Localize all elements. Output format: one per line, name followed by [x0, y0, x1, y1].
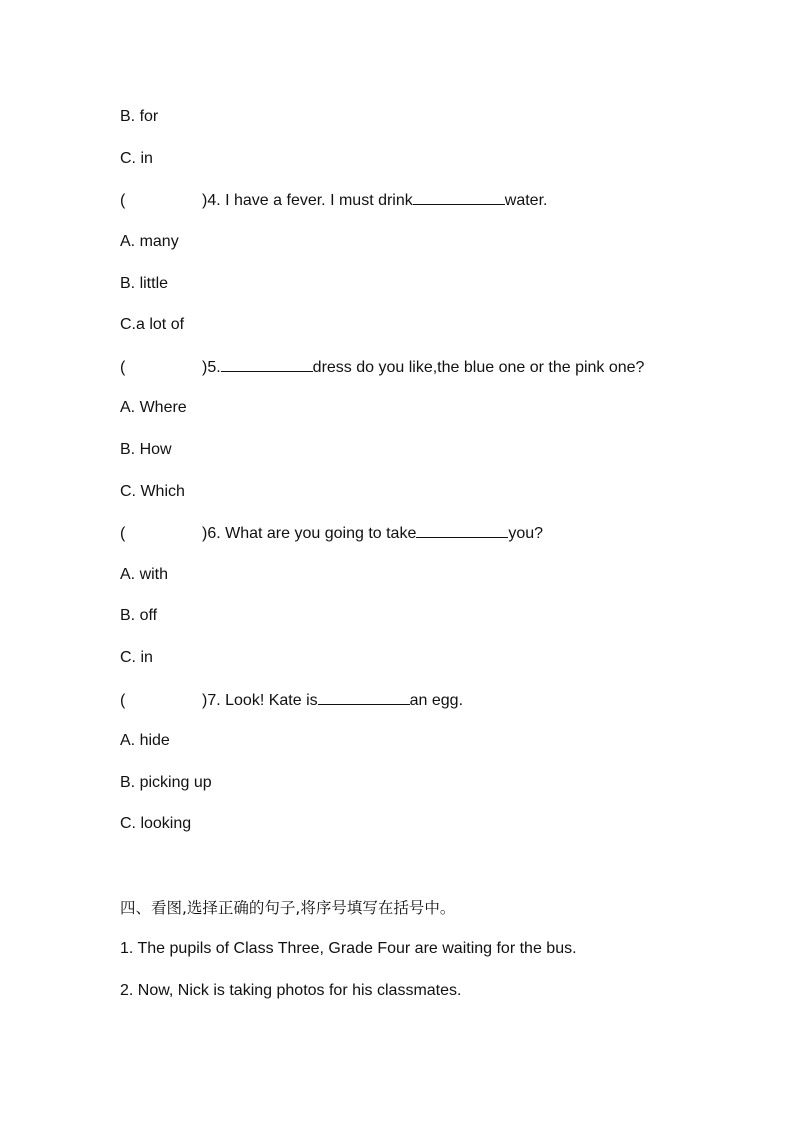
q6-option-c: C. in — [120, 649, 153, 666]
q6-stem-after: you? — [508, 525, 544, 542]
q4-option-c: C.a lot of — [120, 316, 185, 333]
q6-stem — [120, 523, 543, 544]
q5-stem — [120, 357, 644, 378]
answer-bracket[interactable]: ( — [120, 359, 126, 376]
q5-option-a: A. Where — [120, 399, 187, 416]
section-heading: 四、看图,选择正确的句子,将序号填写在括号中。 — [120, 899, 456, 917]
q3-option-b: B. for — [120, 108, 159, 125]
q4-stem — [120, 190, 547, 211]
q5-stem-after: dress do you like,the blue one or the pink one? — [312, 359, 645, 376]
q7-option-c: C. looking — [120, 815, 192, 832]
q7-stem-after: an egg. — [409, 692, 464, 709]
q7-option-a: A. hide — [120, 732, 170, 749]
q4-stem-after: water. — [504, 192, 548, 209]
fill-blank[interactable] — [416, 523, 508, 538]
answer-bracket[interactable]: ( — [120, 525, 126, 542]
q4-stem-before: )4. I have a fever. I must drink — [202, 192, 413, 209]
q5-option-b: B. How — [120, 441, 172, 458]
sentence-1: 1. The pupils of Class Three, Grade Four are waiting for the bus. — [120, 940, 577, 957]
answer-bracket[interactable]: ( — [120, 192, 126, 209]
q4-option-a: A. many — [120, 233, 179, 250]
fill-blank[interactable] — [318, 690, 410, 705]
q6-stem-before: )6. What are you going to take — [202, 525, 417, 542]
q7-stem-before: )7. Look! Kate is — [202, 692, 318, 709]
q6-option-b: B. off — [120, 607, 158, 624]
sentence-2: 2. Now, Nick is taking photos for his classmates. — [120, 982, 462, 999]
answer-bracket[interactable]: ( — [120, 692, 126, 709]
fill-blank[interactable] — [413, 190, 505, 205]
q6-option-a: A. with — [120, 566, 169, 583]
q4-option-b: B. little — [120, 275, 169, 292]
q7-stem — [120, 690, 463, 711]
q7-option-b: B. picking up — [120, 774, 212, 791]
q3-option-c: C. in — [120, 150, 153, 167]
q5-option-c: C. Which — [120, 483, 185, 500]
q5-stem-before: )5. — [202, 359, 221, 376]
fill-blank[interactable] — [221, 357, 313, 372]
